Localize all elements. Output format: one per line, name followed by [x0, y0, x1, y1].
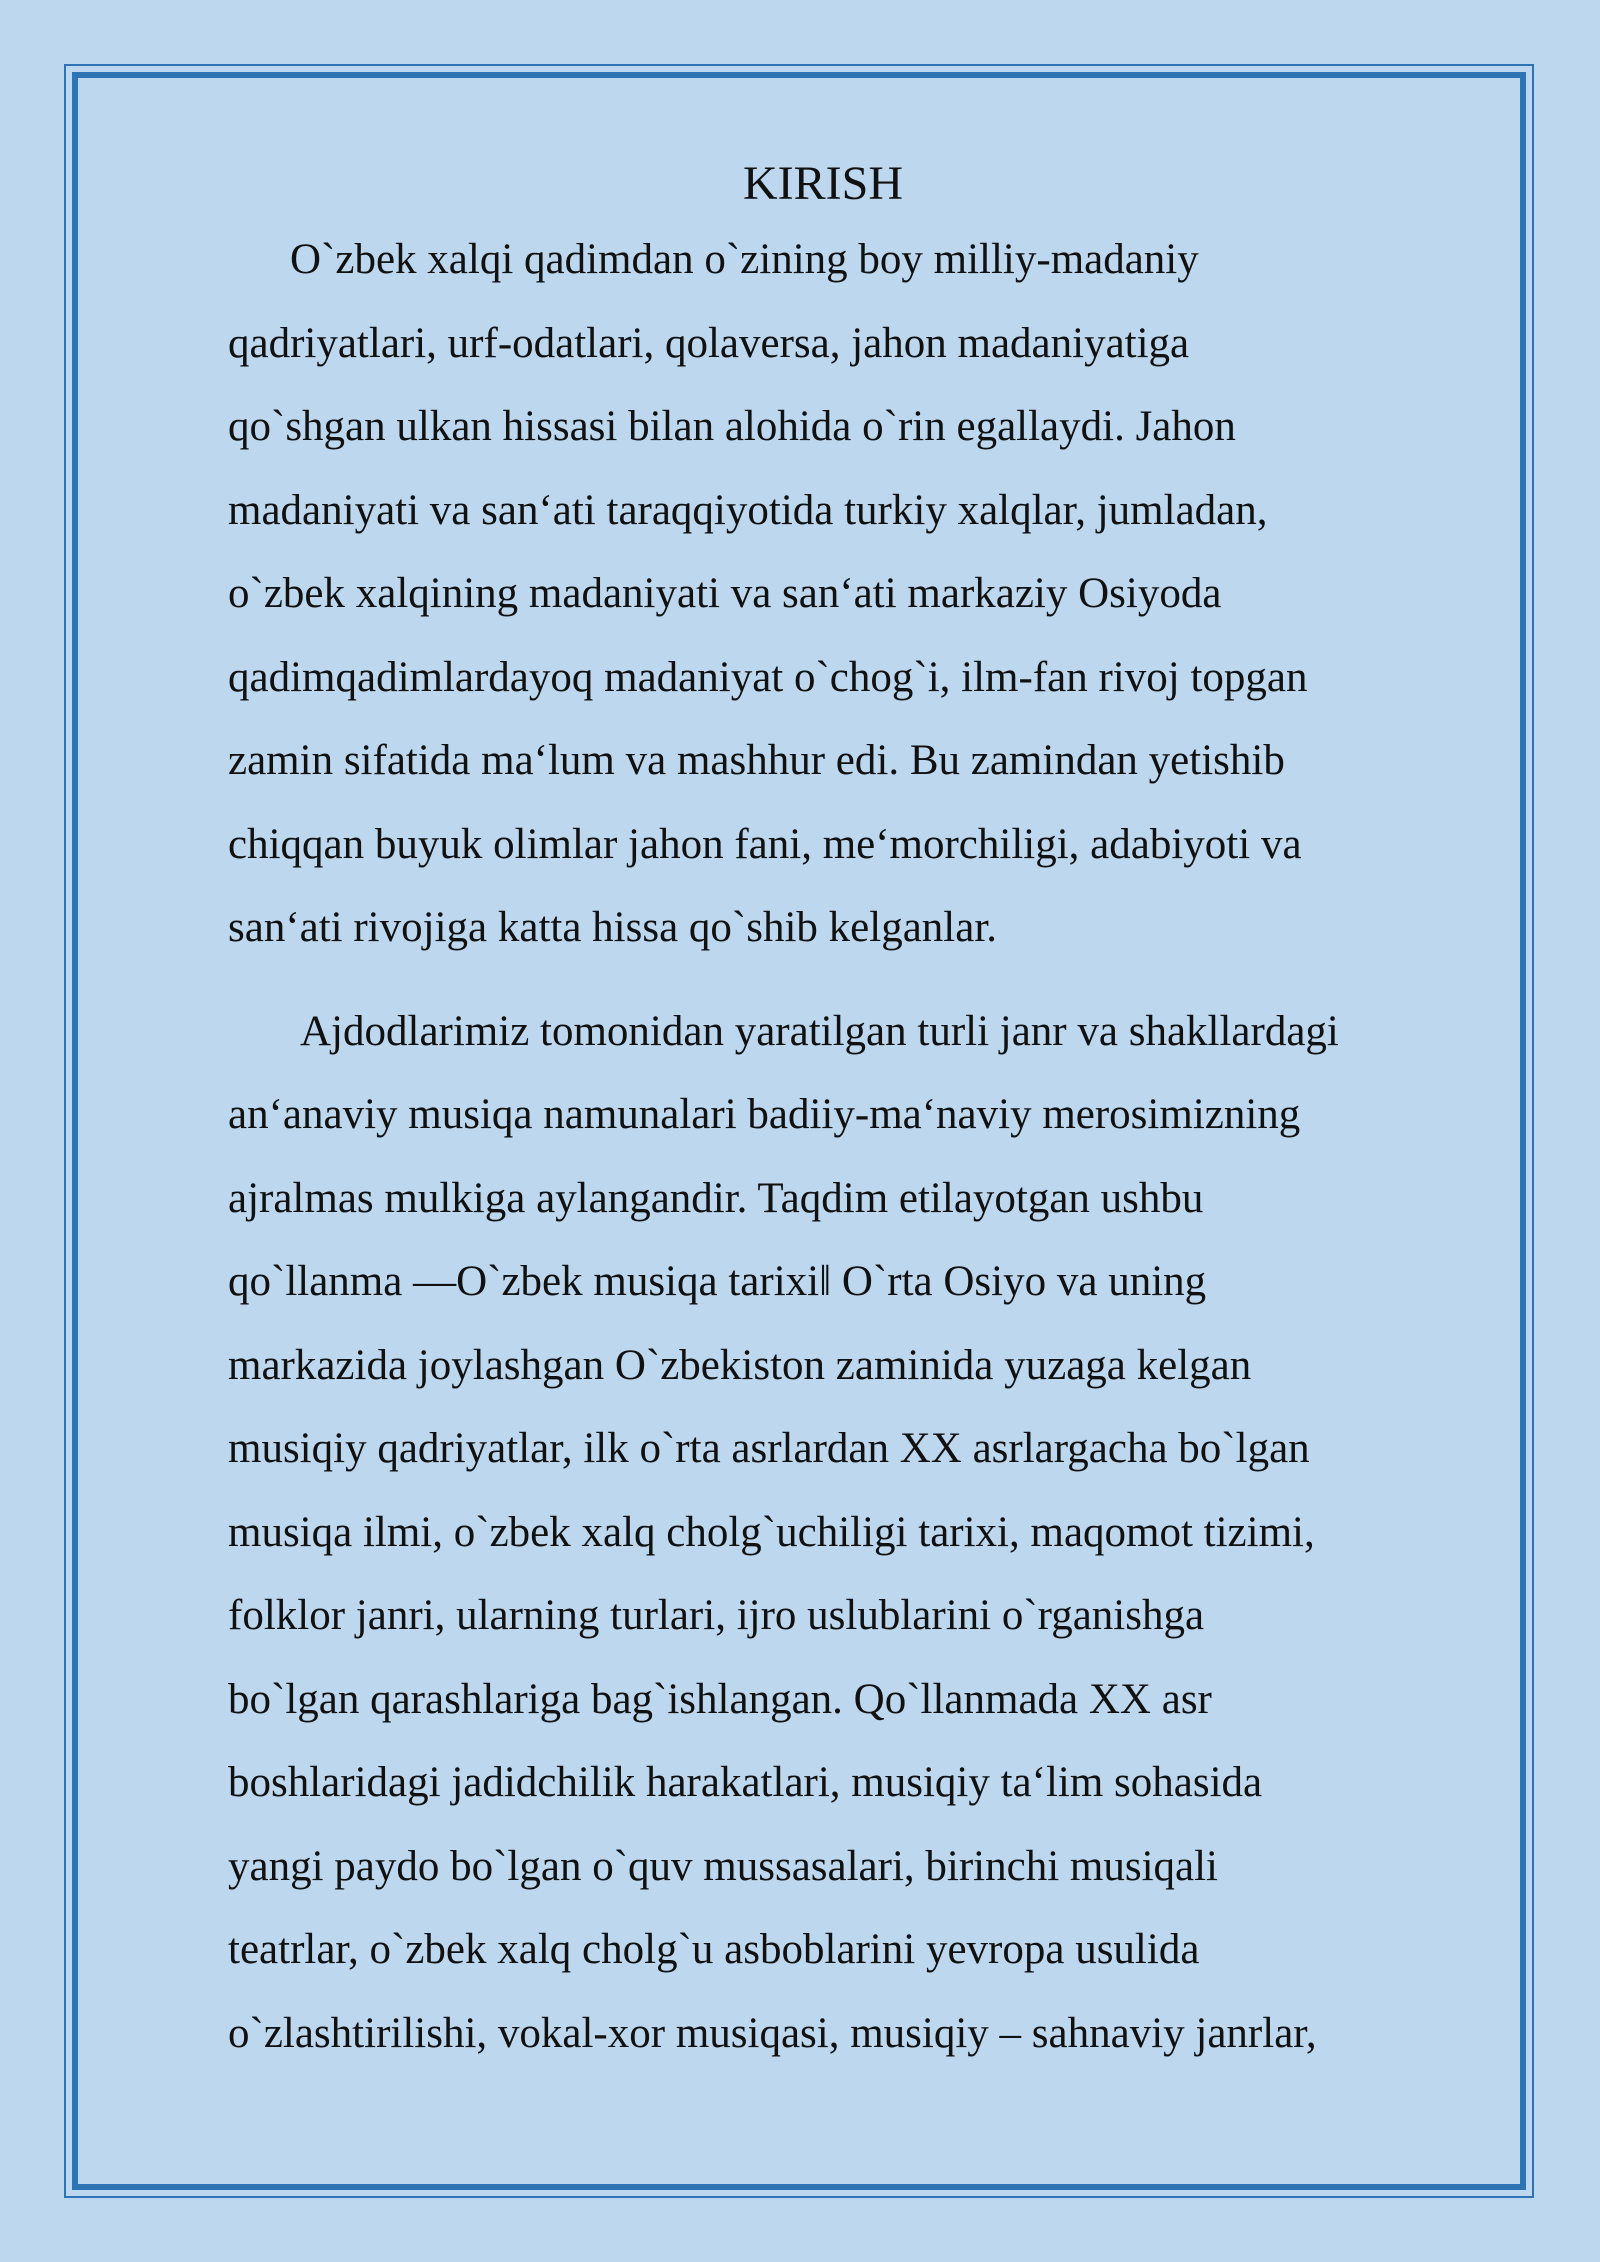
text-line: boshlaridagi jadidchilik harakatlari, musiqiy ta‘lim sohasida — [228, 1759, 1263, 1806]
paragraph-2 — [228, 990, 1478, 2076]
text-line: yangi paydo bo`lgan o`quv mussasalari, birinchi musiqali — [228, 1842, 1219, 1890]
text-line: ajralmas mulkiga aylangandir. Taqdim etilayotgan ushbu — [228, 1174, 1204, 1222]
text-line: an‘anaviy musiqa namunalari badiiy-ma‘naviy merosimizning — [228, 1091, 1301, 1138]
text-line: chiqqan buyuk olimlar jahon fani, me‘morchiligi, adabiyoti va — [228, 820, 1302, 868]
text-line: madaniyati va san‘ati taraqqiyotida turkiy xalqlar, jumladan, — [228, 486, 1268, 534]
text-line: qo`llanma ―O`zbek musiqa tarixi‖ O`rta Osiyo va uning — [228, 1258, 1207, 1305]
text-line: zamin sifatida ma‘lum va mashhur edi. Bu zamindan yetishib — [228, 737, 1285, 784]
text-line: o`zlashtirilishi, vokal-xor musiqasi, musiqiy – sahnaviy janrlar, — [228, 2009, 1317, 2057]
text-line: folklor janri, ularning turlari, ijro uslublarini o`rganishga — [228, 1592, 1205, 1639]
text-line: bo`lgan qarashlariga bag`ishlangan. Qo`llanmada XX asr — [228, 1675, 1212, 1723]
text-line: musiqiy qadriyatlar, ilk o`rta asrlardan XX asrlargacha bo`lgan — [228, 1425, 1310, 1472]
text-line: Ajdodlarimiz tomonidan yaratilgan turli janr va shakllardagi — [300, 1007, 1339, 1055]
text-line: musiqa ilmi, o`zbek xalq cholg`uchiligi tarixi, maqomot tizimi, — [228, 1508, 1315, 1556]
document-title: KIRISH — [742, 157, 903, 210]
text-line: o`zbek xalqining madaniyati va san‘ati markaziy Osiyoda — [228, 570, 1222, 617]
text-line: O`zbek xalqi qadimdan o`zining boy milliy-madaniy — [290, 236, 1199, 283]
text-line: qo`shgan ulkan hissasi bilan alohida o`rin egallaydi. Jahon — [228, 403, 1236, 450]
text-line: markazida joylashgan O`zbekiston zaminida yuzaga kelgan — [228, 1341, 1252, 1389]
document-body — [228, 150, 1478, 2075]
text-line: san‘ati rivojiga katta hissa qo`shib kelganlar. — [228, 904, 998, 951]
text-line: qadimqadimlardayoq madaniyat o`chog`i, ilm-fan rivoj topgan — [228, 653, 1308, 701]
text-line: qadriyatlari, urf-odatlari, qolaversa, jahon madaniyatiga — [228, 319, 1190, 367]
text-line: teatrlar, o`zbek xalq cholg`u asboblarini yevropa usulida — [228, 1926, 1200, 1973]
paragraph-1 — [228, 218, 1478, 970]
